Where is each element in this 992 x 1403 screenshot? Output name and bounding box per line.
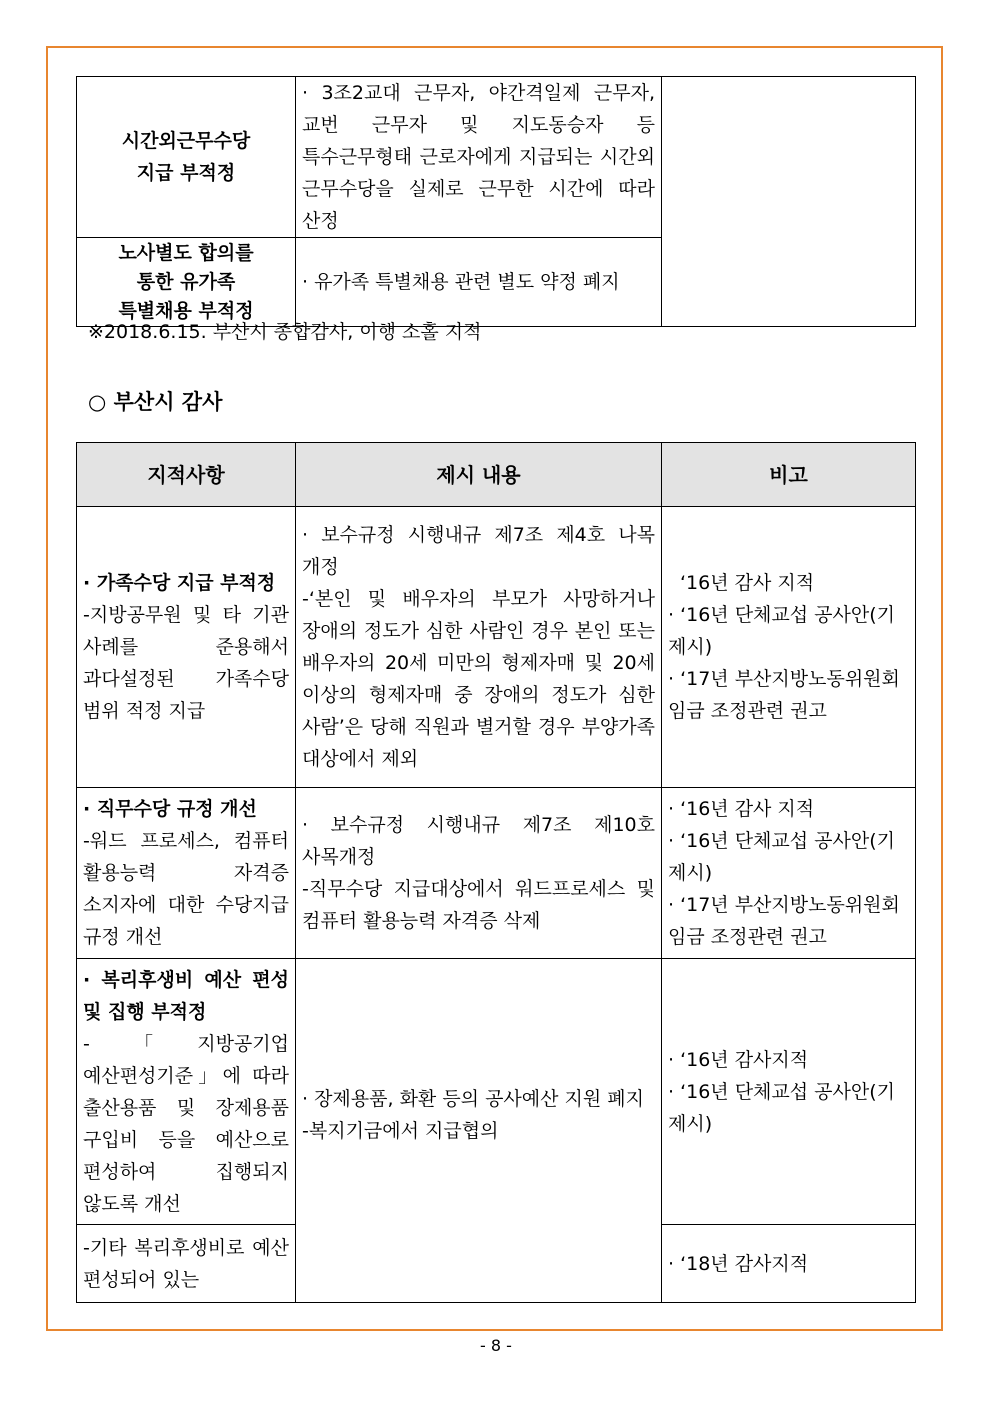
remark-cell <box>662 77 916 327</box>
remark-cell <box>662 507 916 788</box>
finding-detail: -「지방공기업 예산편성기준」에 따라 출산용품 및 장제용품 구입비 등을 예산으로 편성하여 집행되지 않도록 개선 <box>83 1032 289 1215</box>
remark-line: · ‘16년 단체교섭 공사안(기제시) <box>668 1080 895 1135</box>
content-cell: · 3조2교대 근무자, 야간격일제 근무자, 교번 근무자 및 지도동승자 등 특수근무형태 근로자에게 지급되는 시간외 근무수당을 실제로 근무한 시간에 따라 산정 <box>296 77 662 238</box>
remark-cell <box>662 1225 916 1303</box>
finding-detail: -기타 복리후생비로 예산 편성되어 있는 <box>83 1236 289 1291</box>
finding-cell <box>77 1225 296 1303</box>
table-row <box>77 788 916 959</box>
header-findings: 지적사항 <box>77 443 296 507</box>
remark-line: · ‘17년 부산지방노동위원회 임금 조정관련 권고 <box>668 668 900 722</box>
table-header-row <box>77 443 916 507</box>
table-row <box>77 77 916 238</box>
finding-detail: -지방공무원 및 타 기관 사례를 준용해서 과다설정된 가족수당 범위 적정 지급 <box>83 604 289 722</box>
table-row <box>77 507 916 788</box>
remark-line: · ‘16년 감사 지적 <box>668 798 815 820</box>
remark-line: · ‘17년 부산지방노동위원회 임금 조정관련 권고 <box>668 894 900 948</box>
item-cell <box>77 238 296 327</box>
item-line: 노사별도 합의를 <box>118 241 254 264</box>
header-remarks: 비고 <box>662 443 916 507</box>
item-line: 특별채용 부적정 <box>118 299 254 322</box>
item-line: 지급 부적정 <box>136 162 236 184</box>
item-line: 통한 유가족 <box>136 270 236 293</box>
proposal-cell <box>296 788 662 959</box>
table-row <box>77 959 916 1225</box>
proposal-line: · 보수규정 시행내규 제7조 제10호 사목개정 <box>302 814 655 868</box>
content-cell: · 유가족 특별채용 관련 별도 약정 폐지 <box>296 238 662 327</box>
finding-detail: -워드 프로세스, 컴퓨터 활용능력 자격증 소지자에 대한 수당지급 규정 개선 <box>83 830 289 948</box>
proposal-line: -직무수당 지급대상에서 워드프로세스 및 컴퓨터 활용능력 자격증 삭제 <box>302 878 655 932</box>
page-number: - 8 - <box>480 1336 512 1355</box>
finding-cell <box>77 788 296 959</box>
proposal-cell <box>296 507 662 788</box>
remark-line: · ‘16년 단체교섭 공사안(기제시) <box>668 830 895 884</box>
proposal-line: -복지기금에서 지급협의 <box>302 1120 499 1142</box>
remark-line: · ‘16년 감사지적 <box>668 1048 809 1071</box>
audit-note: ※2018.6.15. 부산시 종합감사, 이행 소홀 지적 <box>88 321 482 343</box>
proposal-line: · 장제용품, 화환 등의 공사예산 지원 폐지 <box>302 1088 644 1110</box>
item-line: 시간외근무수당 <box>121 130 251 152</box>
remark-line: ‘16년 감사 지적 <box>680 572 815 594</box>
header-proposal: 제시 내용 <box>296 443 662 507</box>
busan-audit-table <box>76 442 916 1303</box>
remark-line: · ‘18년 감사지적 <box>668 1252 809 1275</box>
section-title: ○ 부산시 감사 <box>88 390 223 414</box>
remark-cell <box>662 959 916 1225</box>
proposal-cell <box>296 959 662 1303</box>
item-cell <box>77 77 296 238</box>
remark-line: · ‘16년 단체교섭 공사안(기제시) <box>668 604 895 658</box>
finding-title: · 복리후생비 예산 편성 및 집행 부적정 <box>83 968 289 1023</box>
remark-cell <box>662 788 916 959</box>
proposal-line: -‘본인 및 배우자의 부모가 사망하거나 장애의 정도가 심한 사람인 경우 본인 또는 배우자의 20세 미만의 형제자매 및 20세 이상의 형제자매 중 장애의 정도가 심한 사람’은 당해 직원과 별거할 경우 부양가족 대상에서 제외 <box>302 588 655 770</box>
finding-cell <box>77 507 296 788</box>
proposal-line: · 보수규정 시행내규 제7조 제4호 나목 개정 <box>302 524 655 578</box>
top-audit-table <box>76 76 916 327</box>
finding-title: · 가족수당 지급 부적정 <box>83 572 276 594</box>
finding-cell <box>77 959 296 1225</box>
finding-title: · 직무수당 규정 개선 <box>83 798 257 820</box>
